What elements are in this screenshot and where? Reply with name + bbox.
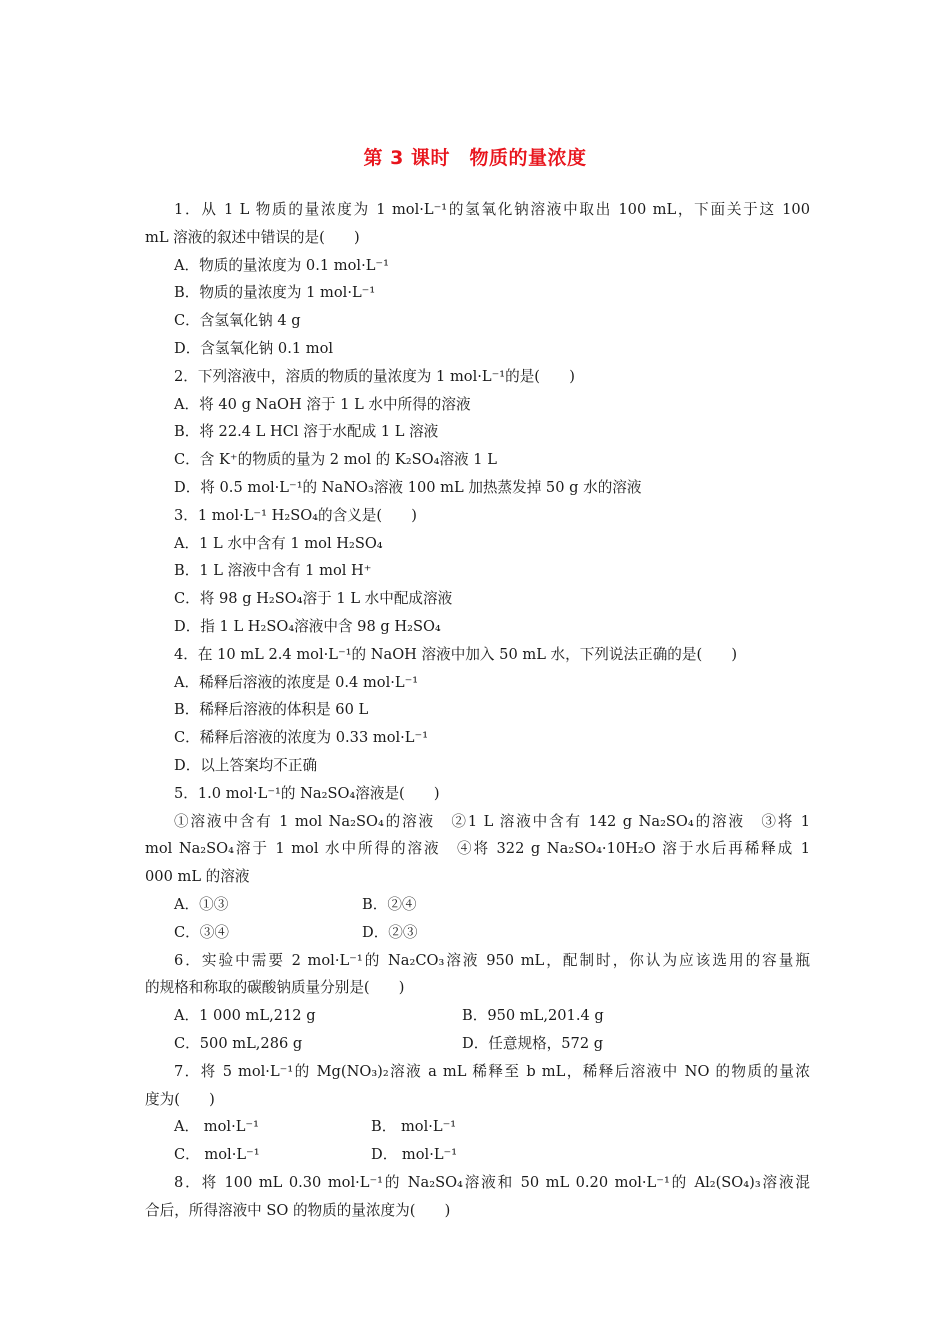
page-title: 第 3 课时 物质的量浓度 — [363, 147, 587, 169]
q4-option-d: D．以上答案均不正确 — [174, 756, 318, 774]
q4-option-c: C．稀释后溶液的浓度为 0.33 mol·L⁻¹ — [174, 729, 429, 747]
q5-option-a: A．①③ — [174, 895, 229, 913]
q6-stem-line1: 6．实验中需要 2 mol·L⁻¹的 Na₂CO₃溶液 950 mL，配制时，你认为应该选用的容量瓶 — [174, 951, 810, 969]
q2-option-a: A．将 40 g NaOH 溶于 1 L 水中所得的溶液 — [174, 395, 471, 413]
q6-option-c: C．500 mL,286 g — [174, 1034, 303, 1052]
q1-option-a: A．物质的量浓度为 0.1 mol·L⁻¹ — [174, 256, 389, 274]
q6-option-a: A．1 000 mL,212 g — [174, 1007, 316, 1025]
q4-option-a: A．稀释后溶液的浓度是 0.4 mol·L⁻¹ — [174, 673, 419, 691]
q5-options-row1 — [145, 891, 810, 919]
q7-stem-line2: 度为( ) — [145, 1090, 215, 1108]
q7-stem-line1: 7．将 5 mol·L⁻¹的 Mg(NO₃)₂溶液 a mL 稀释至 b mL，稀释后溶液中 NO 的物质的量浓 — [174, 1062, 810, 1080]
q7-option-b: B． mol·L⁻¹ — [371, 1118, 457, 1136]
q5-option-c: C．③④ — [174, 923, 229, 941]
q6-options-row1 — [145, 1002, 810, 1030]
q5-options-row2 — [145, 919, 810, 947]
q4-stem: 4．在 10 mL 2.4 mol·L⁻¹的 NaOH 溶液中加入 50 mL 水，下列说法正确的是( ) — [174, 645, 738, 663]
q3-option-d: D．指 1 L H₂SO₄溶液中含 98 g H₂SO₄ — [174, 617, 441, 635]
q6-options-row2 — [145, 1030, 810, 1058]
q5-body-line3: 000 mL 的溶液 — [145, 868, 250, 886]
q6-stem-line2: 的规格和称取的碳酸钠质量分别是( ) — [145, 979, 405, 997]
q7-option-d: D． mol·L⁻¹ — [371, 1146, 458, 1164]
q7-options-row2 — [145, 1141, 810, 1169]
q2-option-d: D．将 0.5 mol·L⁻¹的 NaNO₃溶液 100 mL 加热蒸发掉 50 g 水的溶液 — [174, 478, 642, 496]
q2-option-c: C．含 K⁺的物质的量为 2 mol 的 K₂SO₄溶液 1 L — [174, 451, 497, 469]
q6-option-b: B．950 mL,201.4 g — [462, 1007, 604, 1025]
q3-option-b: B．1 L 溶液中含有 1 mol H⁺ — [174, 562, 372, 580]
q1-option-b: B．物质的量浓度为 1 mol·L⁻¹ — [174, 284, 376, 302]
q2-option-b: B．将 22.4 L HCl 溶于水配成 1 L 溶液 — [174, 423, 439, 441]
q8-stem-line1: 8．将 100 mL 0.30 mol·L⁻¹的 Na₂SO₄溶液和 50 mL 0.20 mol·L⁻¹的 Al₂(SO₄)₃溶液混 — [174, 1173, 810, 1191]
q7-option-a: A． mol·L⁻¹ — [174, 1118, 259, 1136]
q5-body-line1: ①溶液中含有 1 mol Na₂SO₄的溶液 ②1 L 溶液中含有 142 g Na₂SO₄的溶液 ③将 1 — [174, 812, 810, 830]
q1-option-c: C．含氢氧化钠 4 g — [174, 312, 301, 330]
q1-stem-line2: mL 溶液的叙述中错误的是( ) — [145, 228, 360, 246]
q7-option-c: C． mol·L⁻¹ — [174, 1146, 260, 1164]
q3-stem: 3．1 mol·L⁻¹ H₂SO₄的含义是( ) — [174, 506, 417, 524]
q2-stem: 2．下列溶液中，溶质的物质的量浓度为 1 mol·L⁻¹的是( ) — [174, 367, 575, 385]
q1-option-d: D．含氢氧化钠 0.1 mol — [174, 339, 334, 357]
q5-option-b: B．②④ — [362, 895, 417, 913]
q5-option-d: D．②③ — [362, 923, 418, 941]
q8-stem-line2: 合后，所得溶液中 SO 的物质的量浓度为( ) — [145, 1201, 451, 1219]
q3-option-a: A．1 L 水中含有 1 mol H₂SO₄ — [174, 534, 383, 552]
question-list — [145, 196, 810, 1224]
q1-stem-line1: 1．从 1 L 物质的量浓度为 1 mol·L⁻¹的氢氧化钠溶液中取出 100 mL，下面关于这 100 — [174, 201, 810, 218]
q4-option-b: B．稀释后溶液的体积是 60 L — [174, 701, 369, 719]
q5-body-line2: mol Na₂SO₄溶于 1 mol 水中所得的溶液 ④将 322 g Na₂SO₄·10H₂O 溶于水后再稀释成 1 — [145, 840, 810, 858]
q6-option-d: D．任意规格，572 g — [462, 1034, 604, 1052]
q5-stem: 5．1.0 mol·L⁻¹的 Na₂SO₄溶液是( ) — [174, 784, 440, 802]
q3-option-c: C．将 98 g H₂SO₄溶于 1 L 水中配成溶液 — [174, 590, 453, 608]
q7-options-row1 — [145, 1113, 810, 1141]
